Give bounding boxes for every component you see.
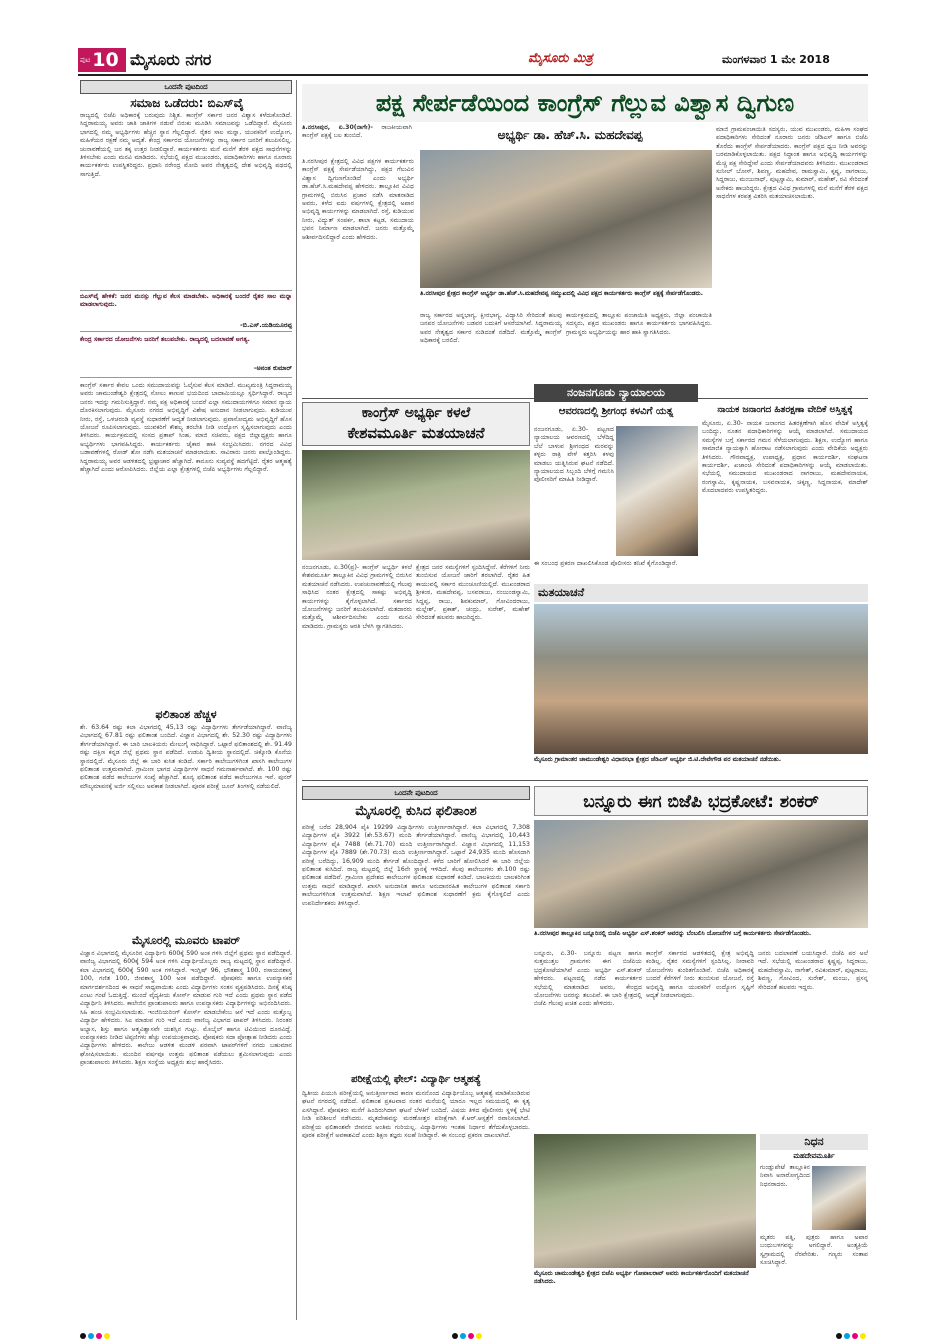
bannur-photo	[534, 820, 868, 928]
bannur-body-3: ಜನರು ಬದಲಾವಣೆ ಬಯಸಿದ್ದಾರೆ. ಬಿಜೆಪಿ ಪರ ಅಲೆ ಇದೆ. ಸಭೆಯಲ್ಲಿ ಮುಖಂಡರಾದ ಕೃಷ್ಣಪ್ಪ, ಸಿದ್ದರಾಜು, ಮಹದೇವಸ್ವಾಮಿ, ನಾಗೇಶ್, ರವಿಕುಮಾರ್, ಪುಟ್ಟರಾಜು, ಶಿವಣ್ಣ, ಗೋವಿಂದ, ಸುರೇಶ್, ಮಂಜು, ಪ್ರಸನ್ನ ಸೇರಿದಂತೆ ಹಲವರು ಇದ್ದರು.	[758, 950, 868, 991]
kalale-headline-line1: ಕಾಂಗ್ರೆಸ್ ಅಭ್ಯರ್ಥಿ ಕಳಲೆ	[361, 405, 471, 421]
left-quote-1: ಬಿಎಸ್‌ವೈ ಹೇಳಿಕೆ: ಜನರ ಮನಸ್ಸು ಗೆಲ್ಲುವ ಕೆಲಸ ಮಾಡಬೇಕು. ಅಧಿಕಾರಕ್ಕೆ ಬಂದರೆ ರೈತರ ಸಾಲ ಮನ್ನಾ ಮಾಡಲಾಗುವುದು. -ಬಿ.ಎಸ್.ಯಡಿಯೂರಪ್ಪ	[80, 290, 292, 332]
kalale-body-2: ಕ್ಷೇತ್ರದ ಜನರ ಸಮಸ್ಯೆಗಳಿಗೆ ಸ್ಪಂದಿಸಿದ್ದೇನೆ. ಕೆರೆಗಳಿಗೆ ನೀರು ತುಂಬಿಸುವ ಯೋಜನೆ ಜಾರಿಗೆ ತರಲಾಗಿದೆ. ರೈತರ ಹಿತ ಕಾಯುವಲ್ಲಿ ಸರ್ಕಾರ ಮುಂಚೂಣಿಯಲ್ಲಿದೆ. ಮುಖಂಡರಾದ ಶ್ರೀಕಂಠ, ಮಹದೇವಪ್ಪ, ಬಸವರಾಜು, ನಂಜುಂಡಸ್ವಾಮಿ, ಸಿದ್ದಪ್ಪ, ರಾಜು, ಶಿವಕುಮಾರ್, ಗೋವಿಂದರಾಜು, ಮಲ್ಲೇಶ್, ಪ್ರಕಾಶ್, ಚಂದ್ರು, ಸುರೇಶ್, ಮಹೇಶ್ ಸೇರಿದಂತೆ ಹಲವರು ಹಾಜರಿದ್ದರು.	[416, 564, 530, 622]
exam-photo	[534, 1134, 756, 1268]
section-title: ಮೈಸೂರು ನಗರ	[130, 50, 212, 69]
bannur-body-1: ಬನ್ನೂರು, ಏ.30- ಬನ್ನೂರು ಪಟ್ಟಣ ಹಾಗೂ ಸುತ್ತಮುತ್ತಲ ಗ್ರಾಮಗಳು ಈಗ ಬಿಜೆಪಿಯ ಭದ್ರಕೋಟೆಯಾಗಿವೆ ಎಂದು ಅಭ್ಯರ್ಥಿ ಎಸ್.ಶಂಕರ್ ಹೇಳಿದರು. ಪಟ್ಟಣದಲ್ಲಿ ನಡೆದ ಕಾರ್ಯಕರ್ತರ ಸಭೆಯಲ್ಲಿ ಮಾತನಾಡಿದ ಅವರು, ಕೇಂದ್ರದ ಯೋಜನೆಗಳು ಜನರನ್ನು ತಲುಪಿವೆ. ಈ ಬಾರಿ ಕ್ಷೇತ್ರದಲ್ಲಿ ಬಿಜೆಪಿ ಗೆಲುವು ಖಚಿತ ಎಂದು ಹೇಳಿದರು.	[534, 950, 642, 1008]
bannur-caption: ತಿ.ನರಸೀಪುರ ತಾಲ್ಲೂಕಿನ ಬನ್ನೂರಿನಲ್ಲಿ ಬಿಜೆಪಿ ಅಭ್ಯರ್ಥಿ ಎಸ್.ಶಂಕರ್ ಅವರನ್ನು ಬೆಂಬಲಿಸಿ ಯೋಜನೆಗಳ ಬಗ್ಗೆ ಕಾರ್ಯಕರ್ತರು ಸೇರ್ಪಡೆಗೊಂಡರು.	[534, 930, 812, 937]
nanjangud-body-2: ಈ ಸಂಬಂಧ ಪ್ರಕರಣ ದಾಖಲಿಸಿಕೊಂಡ ಪೊಲೀಸರು ತನಿಖೆ ಕೈಗೊಂಡಿದ್ದಾರೆ.	[534, 560, 678, 567]
left-headline: ಸಮಾಜ ಒಡೆದರು: ಬಿಎಸ್‌ವೈ	[130, 96, 244, 110]
left-quote-2: ಕೇಂದ್ರ ಸರ್ಕಾರದ ಯೋಜನೆಗಳು ಜನರಿಗೆ ತಲುಪಬೇಕು. ರಾಜ್ಯದಲ್ಲಿ ಬದಲಾವಣೆ ಅಗತ್ಯ. -ಅನಂತ ಕುಮಾರ್	[80, 336, 292, 378]
nanjangud-photo	[616, 426, 698, 556]
obituary-body-2: ಮೃತರು ಪತ್ನಿ, ಪುತ್ರರು ಹಾಗೂ ಅಪಾರ ಬಂಧುಬಳಗವನ್ನು ಅಗಲಿದ್ದಾರೆ. ಅಂತ್ಯಕ್ರಿಯೆ ಸ್ವಗ್ರಾಮದಲ್ಲಿ ನೆರವೇರಿತು. ಗಣ್ಯರು ಸಂತಾಪ ಸೂಚಿಸಿದ್ದಾರೆ.	[760, 1234, 868, 1267]
main-col-a: ತಿ.ನರಸೀಪುರ, ಏ.30(ನಾಗೇ)- ರಾಜಕೀಯವಾಗಿ ಕಾಂಗ್ರೆಸ್ ಪಕ್ಷಕ್ಕೆ ಬಲ ತುಂಬಿದೆ.	[302, 124, 412, 140]
left-column-rule	[296, 80, 297, 1320]
kalale-headline	[302, 402, 530, 446]
matayachane-label: ಮತಯಾಚನೆ	[534, 584, 868, 602]
registration-marks-right	[836, 1324, 868, 1343]
main-col-e: ಮಾಜಿ ಗ್ರಾಮಪಂಚಾಯಿತಿ ಸದಸ್ಯರು, ಯುವ ಮುಖಂಡರು, ಮಹಿಳಾ ಸಂಘದ ಪದಾಧಿಕಾರಿಗಳು ಸೇರಿದಂತೆ ನೂರಾರು ಜನರು ಜೆಡಿಎಸ್ ಹಾಗೂ ಬಿಜೆಪಿ ತೊರೆದು ಕಾಂಗ್ರೆಸ್ ಸೇರ್ಪಡೆಯಾದರು. ಕಾಂಗ್ರೆಸ್ ಪಕ್ಷದ ಧ್ವಜ ನೀಡಿ ಅವರನ್ನು ಬರಮಾಡಿಕೊಳ್ಳಲಾಯಿತು. ಪಕ್ಷದ ಸಿದ್ಧಾಂತ ಹಾಗೂ ಅಭಿವೃದ್ಧಿ ಕಾರ್ಯಗಳನ್ನು ಮೆಚ್ಚಿ ಪಕ್ಷ ಸೇರಿದ್ದೇವೆ ಎಂದು ಸೇರ್ಪಡೆಯಾದವರು ತಿಳಿಸಿದರು. ಮುಖಂಡರಾದ ಸುನೀಲ್ ಬೋಸ್, ಶಿವಣ್ಣ, ಮಹದೇವ, ರಾಮಸ್ವಾಮಿ, ಕೃಷ್ಣ, ನಾಗರಾಜು, ಸಿದ್ದರಾಜು, ಮಂಜುನಾಥ್, ಪುಟ್ಟಸ್ವಾಮಿ, ಕುಮಾರ್, ಮಹೇಶ್, ರವಿ ಸೇರಿದಂತೆ ಅನೇಕರು ಹಾಜರಿದ್ದರು. ಕ್ಷೇತ್ರದ ವಿವಿಧ ಗ್ರಾಮಗಳಲ್ಲಿ ಮನೆ ಮನೆಗೆ ತೆರಳಿ ಪಕ್ಷದ ಸಾಧನೆಗಳ ಕರಪತ್ರ ವಿತರಿಸಿ ಮತಯಾಚಿಸಲಾಯಿತು.	[716, 126, 868, 201]
page-number: 10	[92, 49, 119, 71]
left-body-1: ರಾಜ್ಯದಲ್ಲಿ ಬಿಜೆಪಿ ಅಧಿಕಾರಕ್ಕೆ ಬರುವುದು ನಿಶ್ಚಿತ. ಕಾಂಗ್ರೆಸ್ ಸರ್ಕಾರ ಜನರ ವಿಶ್ವಾಸ ಕಳೆದುಕೊಂಡಿದೆ. ಸಿದ್ದರಾಮಯ್ಯ ಅವರು ಜಾತಿ ಜಾತಿಗಳ ನಡುವೆ ಬಿರುಕು ಮೂಡಿಸಿ ಸಮಾಜವನ್ನು ಒಡೆದಿದ್ದಾರೆ. ಮೈಸೂರು ಭಾಗದಲ್ಲಿ ನಮ್ಮ ಅಭ್ಯರ್ಥಿಗಳು ಹೆಚ್ಚಿನ ಸ್ಥಾನ ಗೆಲ್ಲಲಿದ್ದಾರೆ. ರೈತರ ಸಾಲ ಮನ್ನಾ, ಯುವಕರಿಗೆ ಉದ್ಯೋಗ, ಮಹಿಳೆಯರ ರಕ್ಷಣೆ ನಮ್ಮ ಆದ್ಯತೆ. ಕೇಂದ್ರ ಸರ್ಕಾರದ ಯೋಜನೆಗಳನ್ನು ರಾಜ್ಯ ಸರ್ಕಾರ ಜನರಿಗೆ ತಲುಪಿಸಲಿಲ್ಲ. ಚುನಾವಣೆಯಲ್ಲಿ ಜನ ತಕ್ಕ ಉತ್ತರ ನೀಡಲಿದ್ದಾರೆ. ಕಾರ್ಯಕರ್ತರು ಮನೆ ಮನೆಗೆ ತೆರಳಿ ಪಕ್ಷದ ಸಾಧನೆಗಳನ್ನು ತಿಳಿಸಬೇಕು ಎಂದು ಮನವಿ ಮಾಡಿದರು. ಸಭೆಯಲ್ಲಿ ಪಕ್ಷದ ಮುಖಂಡರು, ಪದಾಧಿಕಾರಿಗಳು ಹಾಗೂ ನೂರಾರು ಕಾರ್ಯಕರ್ತರು ಉಪಸ್ಥಿತರಿದ್ದರು. ಪ್ರಧಾನಿ ನರೇಂದ್ರ ಮೋದಿ ಅವರ ನೇತೃತ್ವದಲ್ಲಿ ದೇಶ ಅಭಿವೃದ್ಧಿ ಪಥದಲ್ಲಿ ಸಾಗುತ್ತಿದೆ.	[80, 112, 292, 178]
exam-fail-body: ದ್ವಿತೀಯ ಪಿಯುಸಿ ಪರೀಕ್ಷೆಯಲ್ಲಿ ಅನುತ್ತೀರ್ಣನಾದ ಕಾರಣ ಮನನೊಂದ ವಿದ್ಯಾರ್ಥಿಯೊಬ್ಬ ಆತ್ಮಹತ್ಯೆ ಮಾಡಿಕೊಂಡಿರುವ ಘಟನೆ ನಗರದಲ್ಲಿ ನಡೆದಿದೆ. ಫಲಿತಾಂಶ ಪ್ರಕಟವಾದ ನಂತರ ಮನೆಯಲ್ಲಿ ಯಾರೂ ಇಲ್ಲದ ಸಮಯದಲ್ಲಿ ಈ ಕೃತ್ಯ ಎಸಗಿದ್ದಾನೆ. ಪೋಷಕರು ಮನೆಗೆ ಹಿಂದಿರುಗಿದಾಗ ಘಟನೆ ಬೆಳಕಿಗೆ ಬಂದಿದೆ. ವಿಷಯ ತಿಳಿದ ಪೊಲೀಸರು ಸ್ಥಳಕ್ಕೆ ಭೇಟಿ ನೀಡಿ ಪರಿಶೀಲನೆ ನಡೆಸಿದರು. ಮೃತದೇಹವನ್ನು ಮರಣೋತ್ತರ ಪರೀಕ್ಷೆಗಾಗಿ ಕೆ.ಆರ್.ಆಸ್ಪತ್ರೆಗೆ ರವಾನಿಸಲಾಗಿದೆ. ಪರೀಕ್ಷೆಯ ಫಲಿತಾಂಶವೇ ಜೀವನದ ಅಂತಿಮ ಗುರಿಯಲ್ಲ. ವಿದ್ಯಾರ್ಥಿಗಳು ಇಂತಹ ನಿರ್ಧಾರ ತೆಗೆದುಕೊಳ್ಳಬಾರದು. ಪೂರಕ ಪರೀಕ್ಷೆಗೆ ಅವಕಾಶವಿದೆ ಎಂದು ಶಿಕ್ಷಣ ತಜ್ಞರು ಸಲಹೆ ನೀಡಿದ್ದಾರೆ. ಈ ಸಂಬಂಧ ಪ್ರಕರಣ ದಾಖಲಾಗಿದೆ.	[302, 1090, 530, 1140]
main-dateline: ತಿ.ನರಸೀಪುರ, ಏ.30(ನಾಗೇ)-	[302, 124, 373, 131]
page-label: ಪುಟ	[80, 55, 91, 64]
kalale-body-1: ನಂಜನಗೂಡು, ಏ.30(ಪ್ರ)- ಕಾಂಗ್ರೆಸ್ ಅಭ್ಯರ್ಥಿ ಕಳಲೆ ಕೇಶವಮೂರ್ತಿ ತಾಲ್ಲೂಕಿನ ವಿವಿಧ ಗ್ರಾಮಗಳಲ್ಲಿ ಬಿರುಸಿನ ಮತಯಾಚನೆ ನಡೆಸಿದರು. ಉಪಚುನಾವಣೆಯಲ್ಲಿ ಗೆಲುವು ಸಾಧಿಸಿದ ನಂತರ ಕ್ಷೇತ್ರದಲ್ಲಿ ಸಾಕಷ್ಟು ಅಭಿವೃದ್ಧಿ ಕಾರ್ಯಗಳನ್ನು ಕೈಗೊಳ್ಳಲಾಗಿದೆ. ಸರ್ಕಾರದ ಯೋಜನೆಗಳನ್ನು ಜನರಿಗೆ ತಲುಪಿಸಲಾಗಿದೆ. ಮತದಾರರು ಮತ್ತೊಮ್ಮೆ ಆಶೀರ್ವದಿಸಬೇಕು ಎಂದು ಮನವಿ ಮಾಡಿದರು. ಗ್ರಾಮಸ್ಥರು ಆರತಿ ಬೆಳಗಿ ಸ್ವಾಗತಿಸಿದರು.	[302, 564, 412, 630]
main-col-d: ಕಾರ್ಯಕ್ರಮದಲ್ಲಿ ತಾಲ್ಲೂಕು ಪಂಚಾಯಿತಿ ಅಧ್ಯಕ್ಷರು, ಜಿಲ್ಲಾ ಪಂಚಾಯಿತಿ ಸದಸ್ಯರು, ಪಕ್ಷದ ಮುಖಂಡರು ಹಾಗೂ ಕಾರ್ಯಕರ್ತರು ಭಾಗವಹಿಸಿದ್ದರು. ಗ್ರಾಮಸ್ಥರು ಅಭ್ಯರ್ಥಿಯನ್ನು ಹಾರ ಹಾಕಿ ಸ್ವಾಗತಿಸಿದರು.	[566, 312, 712, 336]
quote-2-author: -ಅನಂತ ಕುಮಾರ್	[253, 364, 292, 372]
issue-date: ಮಂಗಳವಾರ 1 ಮೇ 2018	[722, 53, 830, 66]
left-subhead-2: ಮೈಸೂರಲ್ಲಿ ಮೂವರು ಟಾಪರ್	[131, 934, 241, 947]
main-photo-caption: ತಿ.ನರಸೀಪುರ ಕ್ಷೇತ್ರದ ಕಾಂಗ್ರೆಸ್ ಅಭ್ಯರ್ಥಿ ಡಾ.ಹೆಚ್.ಸಿ.ಮಹದೇವಪ್ಪ ಸಮ್ಮುಖದಲ್ಲಿ ವಿವಿಧ ಪಕ್ಷದ ಕಾರ್ಯಕರ್ತರು ಕಾಂಗ್ರೆಸ್ ಪಕ್ಷಕ್ಕೆ ಸೇರ್ಪಡೆಗೊಂಡರು.	[420, 290, 703, 297]
nanjangud-headline	[534, 384, 698, 424]
main-col-b: ತಿ.ನರಸೀಪುರ ಕ್ಷೇತ್ರದಲ್ಲಿ ವಿವಿಧ ಪಕ್ಷಗಳ ಕಾರ್ಯಕರ್ತರು ಕಾಂಗ್ರೆಸ್ ಪಕ್ಷಕ್ಕೆ ಸೇರ್ಪಡೆಯಾಗಿದ್ದು, ಪಕ್ಷದ ಗೆಲುವಿನ ವಿಶ್ವಾಸ ದ್ವಿಗುಣಗೊಂಡಿದೆ ಎಂದು ಅಭ್ಯರ್ಥಿ ಡಾ.ಹೆಚ್.ಸಿ.ಮಹದೇವಪ್ಪ ಹೇಳಿದರು. ತಾಲ್ಲೂಕಿನ ವಿವಿಧ ಗ್ರಾಮಗಳಲ್ಲಿ ಬಿರುಸಿನ ಪ್ರಚಾರ ನಡೆಸಿ ಮಾತನಾಡಿದ ಅವರು, ಕಳೆದ ಐದು ವರ್ಷಗಳಲ್ಲಿ ಕ್ಷೇತ್ರದಲ್ಲಿ ಅಪಾರ ಅಭಿವೃದ್ಧಿ ಕಾರ್ಯಗಳನ್ನು ಮಾಡಲಾಗಿದೆ. ರಸ್ತೆ, ಕುಡಿಯುವ ನೀರು, ವಿದ್ಯುತ್ ಸಂಪರ್ಕ, ಶಾಲಾ ಕಟ್ಟಡ, ಸಮುದಾಯ ಭವನ ನಿರ್ಮಾಣ ಮಾಡಲಾಗಿದೆ. ಜನರು ಮತ್ತೊಮ್ಮೆ ಆಶೀರ್ವದಿಸಲಿದ್ದಾರೆ ಎಂದು ಹೇಳಿದರು.	[302, 158, 414, 241]
result-headline: ಮೈಸೂರಲ್ಲಿ ಕುಸಿದ ಫಲಿತಾಂಶ	[355, 804, 477, 819]
main-col-c: ರಾಜ್ಯ ಸರ್ಕಾರದ ಅನ್ನಭಾಗ್ಯ, ಕ್ಷೀರಭಾಗ್ಯ, ವಿದ್ಯಾಸಿರಿ ಸೇರಿದಂತೆ ಹಲವು ಜನಪರ ಯೋಜನೆಗಳು ಬಡವರ ಬದುಕಿಗೆ ಆಸರೆಯಾಗಿವೆ. ಸಿದ್ದರಾಮಯ್ಯ ಅವರ ನೇತೃತ್ವದ ಸರ್ಕಾರ ನುಡಿದಂತೆ ನಡೆದಿದೆ. ಮತ್ತೊಮ್ಮೆ ಕಾಂಗ್ರೆಸ್ ಅಧಿಕಾರಕ್ಕೆ ಬರಲಿದೆ.	[420, 312, 562, 345]
exam-photo-caption: ಮೈಸೂರು ಚಾಮುಂಡೇಶ್ವರಿ ಕ್ಷೇತ್ರದ ಬಿಜೆಪಿ ಅಭ್ಯರ್ಥಿ ಗೋಪಾಲರಾವ್ ಅವರು ಕಾರ್ಯಕರ್ತರೊಂದಿಗೆ ಮತಯಾಚನೆ ನಡೆಸಿದರು.	[534, 1270, 749, 1285]
mid-rule	[302, 780, 868, 781]
obituary-label: ನಿಧನ	[760, 1134, 868, 1150]
left-body-2: ಕಾಂಗ್ರೆಸ್ ಸರ್ಕಾರ ಕೇವಲ ಒಂದು ಸಮುದಾಯವನ್ನು ಓಲೈಸುವ ಕೆಲಸ ಮಾಡಿದೆ. ಮುಖ್ಯಮಂತ್ರಿ ಸಿದ್ದರಾಮಯ್ಯ ಅವರು ಚಾಮುಂಡೇಶ್ವರಿ ಕ್ಷೇತ್ರದಲ್ಲಿ ಸೋಲು ಕಾಣುವ ಭಯದಿಂದ ಬಾದಾಮಿಯಲ್ಲೂ ಸ್ಪರ್ಧಿಸಿದ್ದಾರೆ. ರಾಜ್ಯದ ಜನರು ಇದನ್ನು ಗಮನಿಸುತ್ತಿದ್ದಾರೆ. ನಮ್ಮ ಪಕ್ಷ ಅಧಿಕಾರಕ್ಕೆ ಬಂದರೆ ಎಲ್ಲಾ ಸಮುದಾಯಗಳಿಗೂ ಸಮಾನ ನ್ಯಾಯ ದೊರಕಿಸಲಾಗುವುದು. ಮೈಸೂರು ನಗರದ ಅಭಿವೃದ್ಧಿಗೆ ವಿಶೇಷ ಅನುದಾನ ನೀಡಲಾಗುವುದು. ಕುಡಿಯುವ ನೀರು, ರಸ್ತೆ, ಒಳಚರಂಡಿ ವ್ಯವಸ್ಥೆ ಸುಧಾರಣೆಗೆ ಆದ್ಯತೆ ನೀಡಲಾಗುವುದು. ಪ್ರವಾಸೋದ್ಯಮ ಅಭಿವೃದ್ಧಿಗೆ ಹೊಸ ಯೋಜನೆ ರೂಪಿಸಲಾಗುವುದು. ಯುವಕರಿಗೆ ಕೌಶಲ್ಯ ತರಬೇತಿ ನೀಡಿ ಉದ್ಯೋಗ ಸೃಷ್ಟಿಸಲಾಗುವುದು ಎಂದು ತಿಳಿಸಿದರು. ಕಾರ್ಯಕ್ರಮದಲ್ಲಿ ಸಂಸದ ಪ್ರತಾಪ್ ಸಿಂಹ, ಮಾಜಿ ಸಚಿವರು, ಪಕ್ಷದ ಜಿಲ್ಲಾಧ್ಯಕ್ಷರು ಹಾಗೂ ಅಭ್ಯರ್ಥಿಗಳು ಭಾಗವಹಿಸಿದ್ದರು. ಕಾರ್ಯಕರ್ತರು ಜೈಕಾರ ಹಾಕಿ ಸಂಭ್ರಮಿಸಿದರು. ನಗರದ ವಿವಿಧ ಬಡಾವಣೆಗಳಲ್ಲಿ ರೋಡ್ ಶೋ ನಡೆಸಿ ಮತಯಾಚನೆ ಮಾಡಲಾಯಿತು. ಸಾವಿರಾರು ಜನರು ಪಾಲ್ಗೊಂಡಿದ್ದರು. ಸಿದ್ದರಾಮಯ್ಯ ಅವರ ಆಡಳಿತದಲ್ಲಿ ಭ್ರಷ್ಟಾಚಾರ ಹೆಚ್ಚಾಗಿದೆ. ಕಾನೂನು ಸುವ್ಯವಸ್ಥೆ ಹದಗೆಟ್ಟಿದೆ. ರೈತರ ಆತ್ಮಹತ್ಯೆ ಹೆಚ್ಚಾಗಿದೆ ಎಂದು ಆರೋಪಿಸಿದರು. ಜಿಲ್ಲೆಯ ಎಲ್ಲಾ ಕ್ಷೇತ್ರಗಳಲ್ಲಿ ಬಿಜೆಪಿ ಅಭ್ಯರ್ಥಿಗಳು ಗೆಲ್ಲಲಿದ್ದಾರೆ.	[80, 382, 292, 474]
nanjangud-headline-line2: ಆವರಣದಲ್ಲಿ ಶ್ರೀಗಂಧ ಕಳವಿಗೆ ಯತ್ನ	[558, 406, 674, 417]
main-photo	[420, 150, 712, 288]
nanjangud-headline-line1: ನಂಜನಗೂಡು ನ್ಯಾಯಾಲಯ	[534, 384, 698, 402]
left-body-3: ಶೇ. 63.64 ರಷ್ಟು ಕಲಾ ವಿಭಾಗದಲ್ಲಿ 45,13 ರಷ್ಟು ವಿದ್ಯಾರ್ಥಿಗಳು ತೇರ್ಗಡೆಯಾಗಿದ್ದಾರೆ. ವಾಣಿಜ್ಯ ವಿಭಾಗದಲ್ಲಿ 67.81 ರಷ್ಟು ಫಲಿತಾಂಶ ಬಂದಿದೆ. ವಿಜ್ಞಾನ ವಿಭಾಗದಲ್ಲಿ ಶೇ. 52.30 ರಷ್ಟು ವಿದ್ಯಾರ್ಥಿಗಳು ತೇರ್ಗಡೆಯಾಗಿದ್ದಾರೆ. ಈ ಬಾರಿ ಬಾಲಕಿಯರು ಮೇಲುಗೈ ಸಾಧಿಸಿದ್ದಾರೆ. ಒಟ್ಟಾರೆ ಫಲಿತಾಂಶದಲ್ಲಿ ಶೇ. 91.49 ರಷ್ಟು ದಕ್ಷಿಣ ಕನ್ನಡ ಜಿಲ್ಲೆ ಪ್ರಥಮ ಸ್ಥಾನ ಪಡೆದಿದೆ. ಉಡುಪಿ ದ್ವಿತೀಯ ಸ್ಥಾನದಲ್ಲಿದೆ. ಚಿಕ್ಕೋಡಿ ಕೊನೆಯ ಸ್ಥಾನದಲ್ಲಿದೆ. ಮೈಸೂರು ಜಿಲ್ಲೆ ಈ ಬಾರಿ ಕುಸಿತ ಕಂಡಿದೆ. ಸರ್ಕಾರಿ ಕಾಲೇಜುಗಳಿಗಿಂತ ಖಾಸಗಿ ಕಾಲೇಜುಗಳ ಫಲಿತಾಂಶ ಉತ್ತಮವಾಗಿದೆ. ಗ್ರಾಮೀಣ ಭಾಗದ ವಿದ್ಯಾರ್ಥಿಗಳ ಸಾಧನೆ ಗಮನಾರ್ಹವಾಗಿದೆ. ಶೇ. 100 ರಷ್ಟು ಫಲಿತಾಂಶ ಪಡೆದ ಕಾಲೇಜುಗಳ ಸಂಖ್ಯೆ ಹೆಚ್ಚಾಗಿದೆ. ಶೂನ್ಯ ಫಲಿತಾಂಶ ಪಡೆದ ಕಾಲೇಜುಗಳೂ ಇವೆ. ಪುನರ್ ಮೌಲ್ಯಮಾಪನಕ್ಕೆ ಅರ್ಜಿ ಸಲ್ಲಿಸಲು ಅವಕಾಶ ನೀಡಲಾಗಿದೆ. ಪೂರಕ ಪರೀಕ್ಷೆ ಜೂನ್ ತಿಂಗಳಲ್ಲಿ ನಡೆಯಲಿದೆ.	[80, 724, 292, 790]
kalale-headline-line2: ಕೇಶವಮೂರ್ತಿ ಮತಯಾಚನೆ	[347, 424, 485, 442]
page-number-badge	[78, 48, 126, 72]
obituary-body-1: ಗುಂಡ್ಲುಪೇಟೆ ತಾಲ್ಲೂಕಿನ ನಿವಾಸಿ ಅನಾರೋಗ್ಯದಿಂದ ನಿಧನರಾದರು.	[760, 1164, 810, 1188]
registration-marks-left	[80, 1324, 112, 1343]
exam-fail-headline: ಪರೀಕ್ಷೆಯಲ್ಲಿ ಫೇಲ್: ವಿದ್ಯಾರ್ಥಿ ಆತ್ಮಹತ್ಯೆ	[351, 1074, 481, 1085]
masthead-rule	[78, 74, 868, 76]
result-box-label: ಒಂದನೇ ಪುಟದಿಂದ	[302, 786, 530, 800]
obituary-name: ಮಹದೇವಮೂರ್ತಿ	[793, 1152, 835, 1160]
left-box-label: ಒಂದನೇ ಪುಟದಿಂದ	[80, 80, 292, 94]
bannur-body-2: ಕಾಂಗ್ರೆಸ್ ಸರ್ಕಾರದ ಆಡಳಿತದಲ್ಲಿ ಕ್ಷೇತ್ರ ಅಭಿವೃದ್ಧಿ ಕಂಡಿಲ್ಲ. ರೈತರ ಸಮಸ್ಯೆಗಳಿಗೆ ಸ್ಪಂದಿಸಿಲ್ಲ. ನೀರಾವರಿ ಯೋಜನೆಗಳು ಕುಂಠಿತಗೊಂಡಿವೆ. ಬಿಜೆಪಿ ಅಧಿಕಾರಕ್ಕೆ ಬಂದರೆ ಕೆರೆಗಳಿಗೆ ನೀರು ತುಂಬಿಸುವ ಯೋಜನೆ, ರಸ್ತೆ ಅಭಿವೃದ್ಧಿ ಹಾಗೂ ಯುವಕರಿಗೆ ಉದ್ಯೋಗ ಸೃಷ್ಟಿಗೆ ಆದ್ಯತೆ ನೀಡಲಾಗುವುದು.	[646, 950, 754, 1000]
result-body: ಪರೀಕ್ಷೆ ಬರೆದ 28,904 ಪೈಕಿ 19299 ವಿದ್ಯಾರ್ಥಿಗಳು ಉತ್ತೀರ್ಣರಾಗಿದ್ದಾರೆ. ಕಲಾ ವಿಭಾಗದಲ್ಲಿ 7,308 ವಿದ್ಯಾರ್ಥಿಗಳ ಪೈಕಿ 3922 (ಶೇ.53.67) ಮಂದಿ ತೇರ್ಗಡೆಯಾಗಿದ್ದಾರೆ. ವಾಣಿಜ್ಯ ವಿಭಾಗದಲ್ಲಿ 10,443 ವಿದ್ಯಾರ್ಥಿಗಳ ಪೈಕಿ 7488 (ಶೇ.71.70) ಮಂದಿ ಉತ್ತೀರ್ಣರಾಗಿದ್ದಾರೆ. ವಿಜ್ಞಾನ ವಿಭಾಗದಲ್ಲಿ 11,153 ವಿದ್ಯಾರ್ಥಿಗಳ ಪೈಕಿ 7889 (ಶೇ.70.73) ಮಂದಿ ಉತ್ತೀರ್ಣರಾಗಿದ್ದಾರೆ. ಒಟ್ಟಾರೆ 24,935 ಮಂದಿ ಹೊಸದಾಗಿ ಪರೀಕ್ಷೆ ಬರೆದಿದ್ದು, 16,909 ಮಂದಿ ತೇರ್ಗಡೆ ಹೊಂದಿದ್ದಾರೆ. ಕಳೆದ ಬಾರಿಗೆ ಹೋಲಿಸಿದರೆ ಈ ಬಾರಿ ಜಿಲ್ಲೆಯ ಫಲಿತಾಂಶ ಕುಸಿದಿದೆ. ರಾಜ್ಯ ಮಟ್ಟದಲ್ಲಿ ಜಿಲ್ಲೆ 16ನೇ ಸ್ಥಾನಕ್ಕೆ ಇಳಿದಿದೆ. ಕೆಲವು ಕಾಲೇಜುಗಳು ಶೇ.100 ರಷ್ಟು ಫಲಿತಾಂಶ ಪಡೆದಿವೆ. ಗ್ರಾಮೀಣ ಪ್ರದೇಶದ ಕಾಲೇಜುಗಳ ಫಲಿತಾಂಶ ಸುಧಾರಣೆ ಕಂಡಿದೆ. ಬಾಲಕಿಯರು ಬಾಲಕರಿಗಿಂತ ಉತ್ತಮ ಸಾಧನೆ ಮಾಡಿದ್ದಾರೆ. ಖಾಸಗಿ ಅನುದಾನಿತ ಹಾಗೂ ಅನುದಾನರಹಿತ ಕಾಲೇಜುಗಳ ಫಲಿತಾಂಶ ಸರ್ಕಾರಿ ಕಾಲೇಜುಗಳಿಗಿಂತ ಉತ್ತಮವಾಗಿದೆ. ಶಿಕ್ಷಣ ಇಲಾಖೆ ಫಲಿತಾಂಶ ಸುಧಾರಣೆಗೆ ಕ್ರಮ ಕೈಗೊಳ್ಳಲಿದೆ ಎಂದು ಉಪನಿರ್ದೇಶಕರು ತಿಳಿಸಿದ್ದಾರೆ.	[302, 824, 530, 907]
left-body-4: ವಿಜ್ಞಾನ ವಿಭಾಗದಲ್ಲಿ ಮೈಸೂರಿನ ವಿದ್ಯಾರ್ಥಿನಿ 600ಕ್ಕೆ 590 ಅಂಕ ಗಳಿಸಿ ಜಿಲ್ಲೆಗೆ ಪ್ರಥಮ ಸ್ಥಾನ ಪಡೆದಿದ್ದಾರೆ. ವಾಣಿಜ್ಯ ವಿಭಾಗದಲ್ಲಿ 600ಕ್ಕೆ 594 ಅಂಕ ಗಳಿಸಿ ವಿದ್ಯಾರ್ಥಿಯೊಬ್ಬರು ರಾಜ್ಯ ಮಟ್ಟದಲ್ಲಿ ಸ್ಥಾನ ಪಡೆದಿದ್ದಾರೆ. ಕಲಾ ವಿಭಾಗದಲ್ಲಿ 600ಕ್ಕೆ 590 ಅಂಕ ಗಳಿಸಿದ್ದಾರೆ. ಇಂಗ್ಲಿಷ್ 96, ಭೌತಶಾಸ್ತ್ರ 100, ರಸಾಯನಶಾಸ್ತ್ರ 100, ಗಣಿತ 100, ಜೀವಶಾಸ್ತ್ರ 100 ಅಂಕ ಪಡೆದಿದ್ದಾರೆ. ಪೋಷಕರು ಹಾಗೂ ಉಪನ್ಯಾಸಕರ ಮಾರ್ಗದರ್ಶನದಿಂದ ಈ ಸಾಧನೆ ಸಾಧ್ಯವಾಯಿತು ಎಂದು ವಿದ್ಯಾರ್ಥಿಗಳು ಸಂತಸ ವ್ಯಕ್ತಪಡಿಸಿದರು. ದಿನಕ್ಕೆ ಕನಿಷ್ಠ ಎಂಟು ಗಂಟೆ ಓದುತ್ತಿದ್ದೆ. ಮುಂದೆ ವೈದ್ಯಕೀಯ ಕೋರ್ಸ್ ಮಾಡುವ ಗುರಿ ಇದೆ ಎಂದು ಪ್ರಥಮ ಸ್ಥಾನ ಪಡೆದ ವಿದ್ಯಾರ್ಥಿನಿ ತಿಳಿಸಿದರು. ಕಾಲೇಜಿನ ಪ್ರಾಂಶುಪಾಲರು ಹಾಗೂ ಉಪನ್ಯಾಸಕರು ವಿದ್ಯಾರ್ಥಿಗಳನ್ನು ಅಭಿನಂದಿಸಿದರು. ಸಿಹಿ ಹಂಚಿ ಸಂಭ್ರಮಿಸಲಾಯಿತು. ಇಂಜಿನಿಯರಿಂಗ್ ಕೋರ್ಸ್ ಮಾಡಬೇಕೆಂಬ ಆಸೆ ಇದೆ ಎಂದು ಮತ್ತೊಬ್ಬ ವಿದ್ಯಾರ್ಥಿ ಹೇಳಿದರು. ಸಿಎ ಮಾಡುವ ಗುರಿ ಇದೆ ಎಂದು ವಾಣಿಜ್ಯ ವಿಭಾಗದ ಟಾಪರ್ ತಿಳಿಸಿದರು. ನಿರಂತರ ಅಭ್ಯಾಸ, ಶಿಸ್ತು ಹಾಗೂ ಆತ್ಮವಿಶ್ವಾಸವೇ ಯಶಸ್ಸಿನ ಗುಟ್ಟು. ಮೊಬೈಲ್ ಹಾಗೂ ಟಿವಿಯಿಂದ ದೂರವಿದ್ದೆ. ಉಪನ್ಯಾಸಕರು ನೀಡಿದ ಟಿಪ್ಪಣಿಗಳು ಹೆಚ್ಚು ಉಪಯುಕ್ತವಾದವು. ಪೋಷಕರು ಸದಾ ಪ್ರೋತ್ಸಾಹ ನೀಡಿದರು ಎಂದು ವಿದ್ಯಾರ್ಥಿಗಳು ಹೇಳಿದರು. ಕಾಲೇಜು ಆಡಳಿತ ಮಂಡಳಿ ಪರವಾಗಿ ಟಾಪರ್‌ಗಳಿಗೆ ನಗದು ಬಹುಮಾನ ಘೋಷಿಸಲಾಯಿತು. ಮುಂದಿನ ವರ್ಷವೂ ಉತ್ತಮ ಫಲಿತಾಂಶ ಪಡೆಯಲು ಶ್ರಮಿಸಲಾಗುವುದು ಎಂದು ಪ್ರಾಂಶುಪಾಲರು ತಿಳಿಸಿದರು. ಶಿಕ್ಷಣ ಸಂಸ್ಥೆಯ ಅಧ್ಯಕ್ಷರು ಶುಭ ಹಾರೈಸಿದರು.	[80, 950, 292, 1067]
paper-name-logo: ಮೈಸೂರು ಮಿತ್ರ	[528, 51, 593, 66]
obituary-photo	[812, 1166, 866, 1230]
main-headline: ಪಕ್ಷ ಸೇರ್ಪಡೆಯಿಂದ ಕಾಂಗ್ರೆಸ್ ಗೆಲ್ಲುವ ವಿಶ್ವಾಸ ದ್ವಿಗುಣ	[302, 84, 868, 122]
main-subhead: ಅಭ್ಯರ್ಥಿ ಡಾ. ಹೆಚ್.ಸಿ. ಮಹದೇವಪ್ಪ	[497, 128, 643, 142]
bannur-headline: ಬನ್ನೂರು ಈಗ ಬಿಜೆಪಿ ಭದ್ರಕೋಟೆ: ಶಂಕರ್	[534, 786, 868, 816]
nayaka-body: ಮೈಸೂರು, ಏ.30- ನಾಯಕ ಜನಾಂಗದ ಹಿತರಕ್ಷಣೆಗಾಗಿ ಹೊಸ ವೇದಿಕೆ ಅಸ್ತಿತ್ವಕ್ಕೆ ಬಂದಿದ್ದು, ನೂತನ ಪದಾಧಿಕಾರಿಗಳನ್ನು ಆಯ್ಕೆ ಮಾಡಲಾಗಿದೆ. ಸಮುದಾಯದ ಸಮಸ್ಯೆಗಳ ಬಗ್ಗೆ ಸರ್ಕಾರದ ಗಮನ ಸೆಳೆಯಲಾಗುವುದು. ಶಿಕ್ಷಣ, ಉದ್ಯೋಗ ಹಾಗೂ ಸಾಮಾಜಿಕ ನ್ಯಾಯಕ್ಕಾಗಿ ಹೋರಾಟ ನಡೆಸಲಾಗುವುದು ಎಂದು ವೇದಿಕೆಯ ಅಧ್ಯಕ್ಷರು ತಿಳಿಸಿದರು. ಗೌರವಾಧ್ಯಕ್ಷ, ಉಪಾಧ್ಯಕ್ಷ, ಪ್ರಧಾನ ಕಾರ್ಯದರ್ಶಿ, ಸಂಘಟನಾ ಕಾರ್ಯದರ್ಶಿ, ಖಜಾಂಚಿ ಸೇರಿದಂತೆ ಪದಾಧಿಕಾರಿಗಳನ್ನು ಆಯ್ಕೆ ಮಾಡಲಾಯಿತು. ಸಭೆಯಲ್ಲಿ ಸಮುದಾಯದ ಮುಖಂಡರಾದ ನಾಗರಾಜು, ಮಹದೇವನಾಯಕ, ರಂಗಸ್ವಾಮಿ, ಕೃಷ್ಣನಾಯಕ, ಬಸವನಾಯಕ, ಚಿಕ್ಕಣ್ಣ, ಸಿದ್ದನಾಯಕ, ಮಾದೇಶ್ ಮೊದಲಾದವರು ಉಪಸ್ಥಿತರಿದ್ದರು.	[702, 420, 868, 495]
nayaka-headline: ನಾಯಕ ಜನಾಂಗದ ಹಿತರಕ್ಷಣಾ ವೇದಿಕೆ ಅಸ್ತಿತ್ವಕ್ಕೆ	[717, 405, 853, 415]
matayachane-photo	[534, 604, 868, 754]
matayachane-caption: ಮೈಸೂರು ಗ್ರಾಮಾಂತರ ಚಾಮುಂಡೇಶ್ವರಿ ವಿಧಾನಸಭಾ ಕ್ಷೇತ್ರದ ಜೆಡಿಎಸ್ ಅಭ್ಯರ್ಥಿ ಜಿ.ಟಿ.ದೇವೇಗೌಡ ಪರ ಮತಯಾಚನೆ ನಡೆಯಿತು.	[534, 756, 782, 763]
nanjangud-body-1: ನಂಜನಗೂಡು, ಏ.30- ಪಟ್ಟಣದ ನ್ಯಾಯಾಲಯ ಆವರಣದಲ್ಲಿ ಬೆಳೆದಿದ್ದ ಬೆಲೆ ಬಾಳುವ ಶ್ರೀಗಂಧದ ಮರವನ್ನು ಕಳ್ಳರು ರಾತ್ರಿ ವೇಳೆ ಕತ್ತರಿಸಿ ಕಳವು ಮಾಡಲು ಯತ್ನಿಸಿರುವ ಘಟನೆ ನಡೆದಿದೆ. ನ್ಯಾಯಾಲಯದ ಸಿಬ್ಬಂದಿ ಬೆಳಿಗ್ಗೆ ಗಮನಿಸಿ ಪೊಲೀಸರಿಗೆ ಮಾಹಿತಿ ನೀಡಿದ್ದಾರೆ.	[534, 426, 614, 484]
kalale-photo	[302, 450, 530, 560]
quote-1-author: -ಬಿ.ಎಸ್.ಯಡಿಯೂರಪ್ಪ	[239, 321, 292, 329]
registration-marks-center	[452, 1324, 484, 1343]
left-subhead-1: ಫಲಿತಾಂಶ ಹೆಚ್ಚಳ	[155, 708, 217, 721]
